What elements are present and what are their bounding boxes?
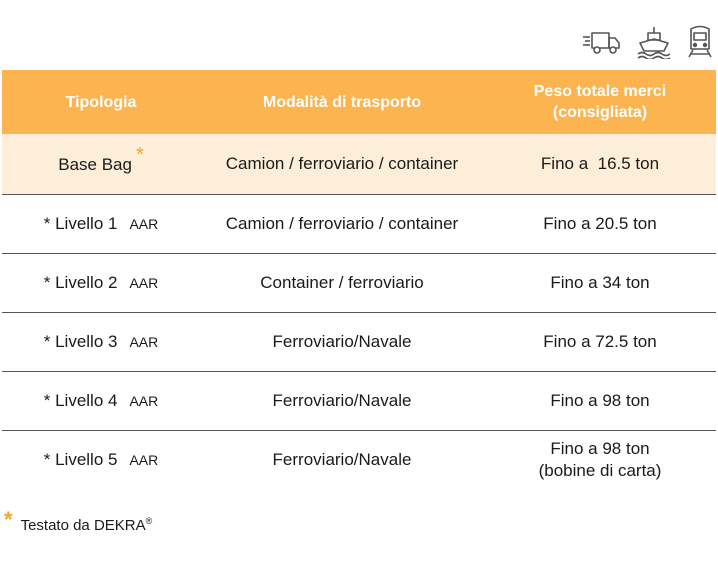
header-transport: Modalità di trasporto [200, 70, 484, 134]
table-row [2, 431, 716, 490]
specs-table [2, 70, 716, 489]
cell-weight: Fino a 98 ton (bobine di carta) [538, 439, 662, 480]
asterisk-marker: * [4, 507, 13, 532]
cell-transport: Camion / ferroviario / container [200, 134, 484, 195]
cell-transport: Ferroviario/Navale [272, 450, 412, 469]
asterisk-marker: * [135, 143, 144, 166]
train-icon [686, 25, 714, 59]
header-type: Tipologia [2, 70, 200, 134]
table-header-row [2, 70, 716, 134]
cell-type: * Livello 2 AAR [2, 254, 200, 313]
cell-transport: Container / ferroviario [200, 254, 484, 313]
cell-weight: Fino a 34 ton [484, 254, 716, 313]
aar-badge: AAR [129, 393, 159, 409]
cell-type: * Livello 4 AAR [2, 372, 200, 431]
cell-transport: Camion / ferroviario / container [200, 195, 484, 254]
registered-mark: ® [145, 516, 153, 526]
table-row [2, 313, 716, 372]
aar-badge: AAR [129, 452, 159, 468]
cell-transport: Ferroviario/Navale [200, 313, 484, 372]
table-row [2, 254, 716, 313]
footnote [4, 507, 153, 536]
cell-type: * Livello 1 AAR [2, 195, 200, 254]
aar-badge: AAR [129, 334, 159, 350]
cell-weight: Fino a 98 ton [484, 372, 716, 431]
aar-badge: AAR [129, 275, 159, 291]
table-row [2, 195, 716, 254]
cell-weight: Fino a 72.5 ton [484, 313, 716, 372]
cell-weight: Fino a 16.5 ton [484, 134, 716, 195]
cell-weight: Fino a 20.5 ton [484, 195, 716, 254]
aar-badge: AAR [129, 216, 159, 232]
footnote-text: Testato da DEKRA [20, 517, 146, 534]
cell-type: * Livello 3 AAR [2, 313, 200, 372]
cell-transport: Ferroviario/Navale [200, 372, 484, 431]
table-row [2, 372, 716, 431]
transport-icons [582, 24, 714, 60]
cell-type: Base Bag * [2, 134, 200, 195]
cell-type: * Livello 5 AAR [43, 450, 159, 469]
table-row [2, 134, 716, 195]
truck-icon [582, 27, 622, 57]
ship-icon [636, 25, 672, 59]
header-weight: Peso totale merci (consigliata) [484, 70, 716, 134]
